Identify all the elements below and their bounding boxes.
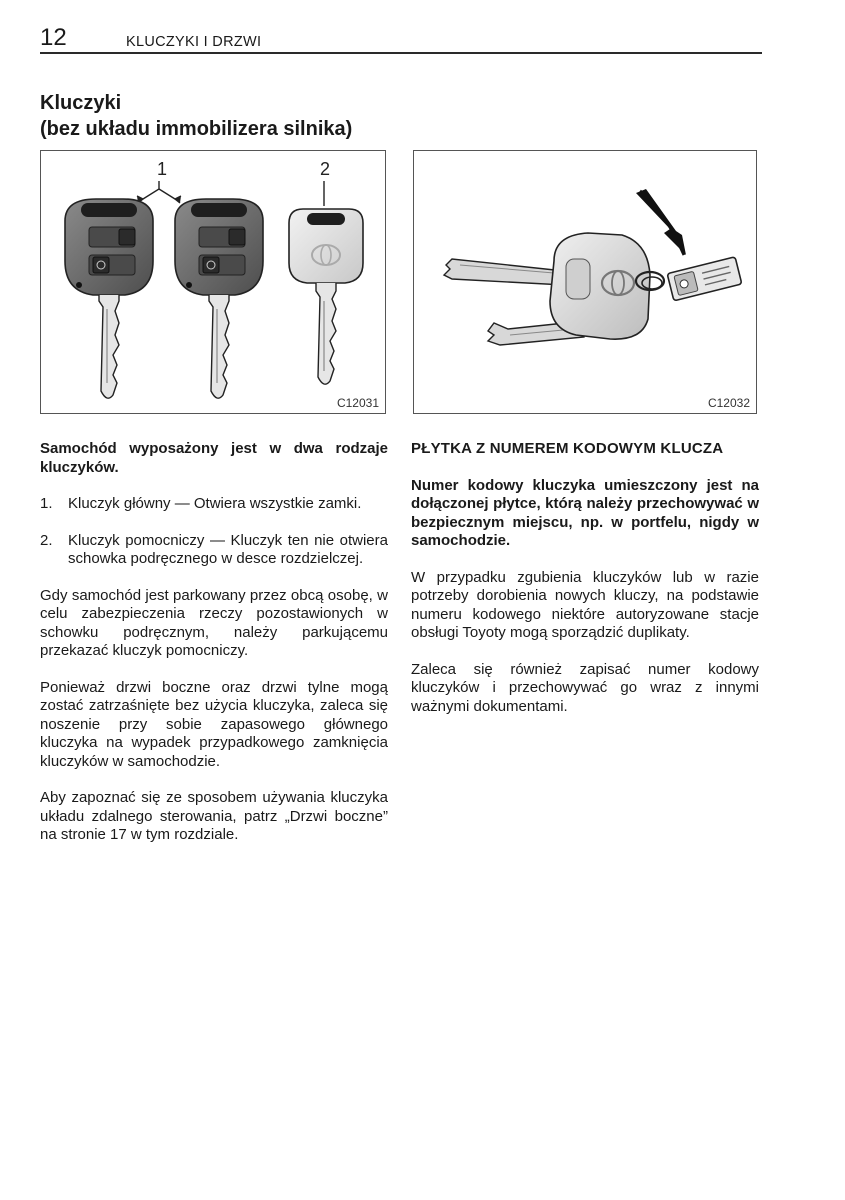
arrow-icon bbox=[636, 189, 686, 255]
label-1-pointer-arrows bbox=[137, 181, 181, 203]
paragraph: Ponieważ drzwi boczne oraz drzwi tylne mogą zostać zatrzaśnięte bez użycia kluczyka, zaleca się noszenie przy sobie zapasowego głównego kluczyka na wypadek przypadkowego zamknięcia kluczyków w samochodzie. bbox=[40, 678, 388, 770]
code-plate-drawing bbox=[414, 151, 756, 413]
keys-illustration bbox=[40, 150, 386, 414]
master-key-icon bbox=[175, 199, 263, 398]
left-column bbox=[40, 440, 388, 863]
intro-paragraph: Samochód wyposażony jest w dwa rodzaje kluczyków. bbox=[40, 440, 388, 476]
list-item-text: Kluczyk główny — Otwiera wszystkie zamki. bbox=[68, 495, 362, 512]
chapter-title: KLUCZYKI I DRZWI bbox=[126, 34, 262, 50]
code-plate-illustration bbox=[413, 150, 757, 414]
figure-code: C12032 bbox=[707, 396, 750, 410]
paragraph: Aby zapoznać się ze sposobem używania kluczyka układu zdalnego sterowania, patrz „Drzwi boczne” na stronie 17 w tym rozdziale. bbox=[40, 789, 388, 843]
key-with-code-plate-icon bbox=[444, 233, 742, 345]
subsection-heading: PŁYTKA Z NUMEREM KODOWYM KLUCZA bbox=[411, 440, 724, 457]
figure-code: C12031 bbox=[336, 396, 379, 410]
page-header bbox=[40, 26, 762, 54]
list-item bbox=[40, 532, 388, 569]
keys-drawing bbox=[41, 151, 385, 413]
section-title-line2: (bez układu immobilizera silnika) bbox=[40, 118, 353, 140]
master-key-icon bbox=[65, 199, 153, 398]
list-item-text: Kluczyk pomocniczy — Kluczyk ten nie otwiera schowka podręcznego w desce rozdzielczej. bbox=[68, 531, 388, 567]
list-item-number: 2. bbox=[40, 531, 53, 549]
bold-paragraph: Numer kodowy kluczyka umieszczony jest na dołączonej płytce, którą należy przechowywać w bezpiecznym miejscu, np. w portfelu, nigdy w samochodzie. bbox=[411, 476, 759, 549]
sub-key-icon bbox=[289, 209, 363, 384]
list-item bbox=[40, 495, 388, 514]
paragraph: W przypadku zgubienia kluczyków lub w razie potrzeby dorobienia nowych kluczy, na podstawie numeru kodowego niektóre autoryzowane stacje obsługi Toyoty mogą sporządzić duplikaty. bbox=[411, 568, 759, 641]
list-item-number: 1. bbox=[40, 495, 53, 512]
section-title-line1: Kluczyki bbox=[40, 92, 122, 114]
key-types-list bbox=[40, 495, 388, 569]
section-title bbox=[40, 90, 400, 142]
label-1: 1 bbox=[157, 159, 168, 179]
page-number: 12 bbox=[40, 24, 67, 51]
right-column bbox=[411, 440, 759, 734]
label-2: 2 bbox=[320, 159, 331, 179]
paragraph: Zaleca się również zapisać numer kodowy kluczyków i przechowywać go wraz z innymi ważnymi dokumentami. bbox=[411, 660, 759, 715]
paragraph: Gdy samochód jest parkowany przez obcą osobę, w celu zabezpieczenia rzeczy pozostawionych w schowku podręcznym, należy parkującemu przekazać kluczyk pomocniczy. bbox=[40, 586, 388, 659]
